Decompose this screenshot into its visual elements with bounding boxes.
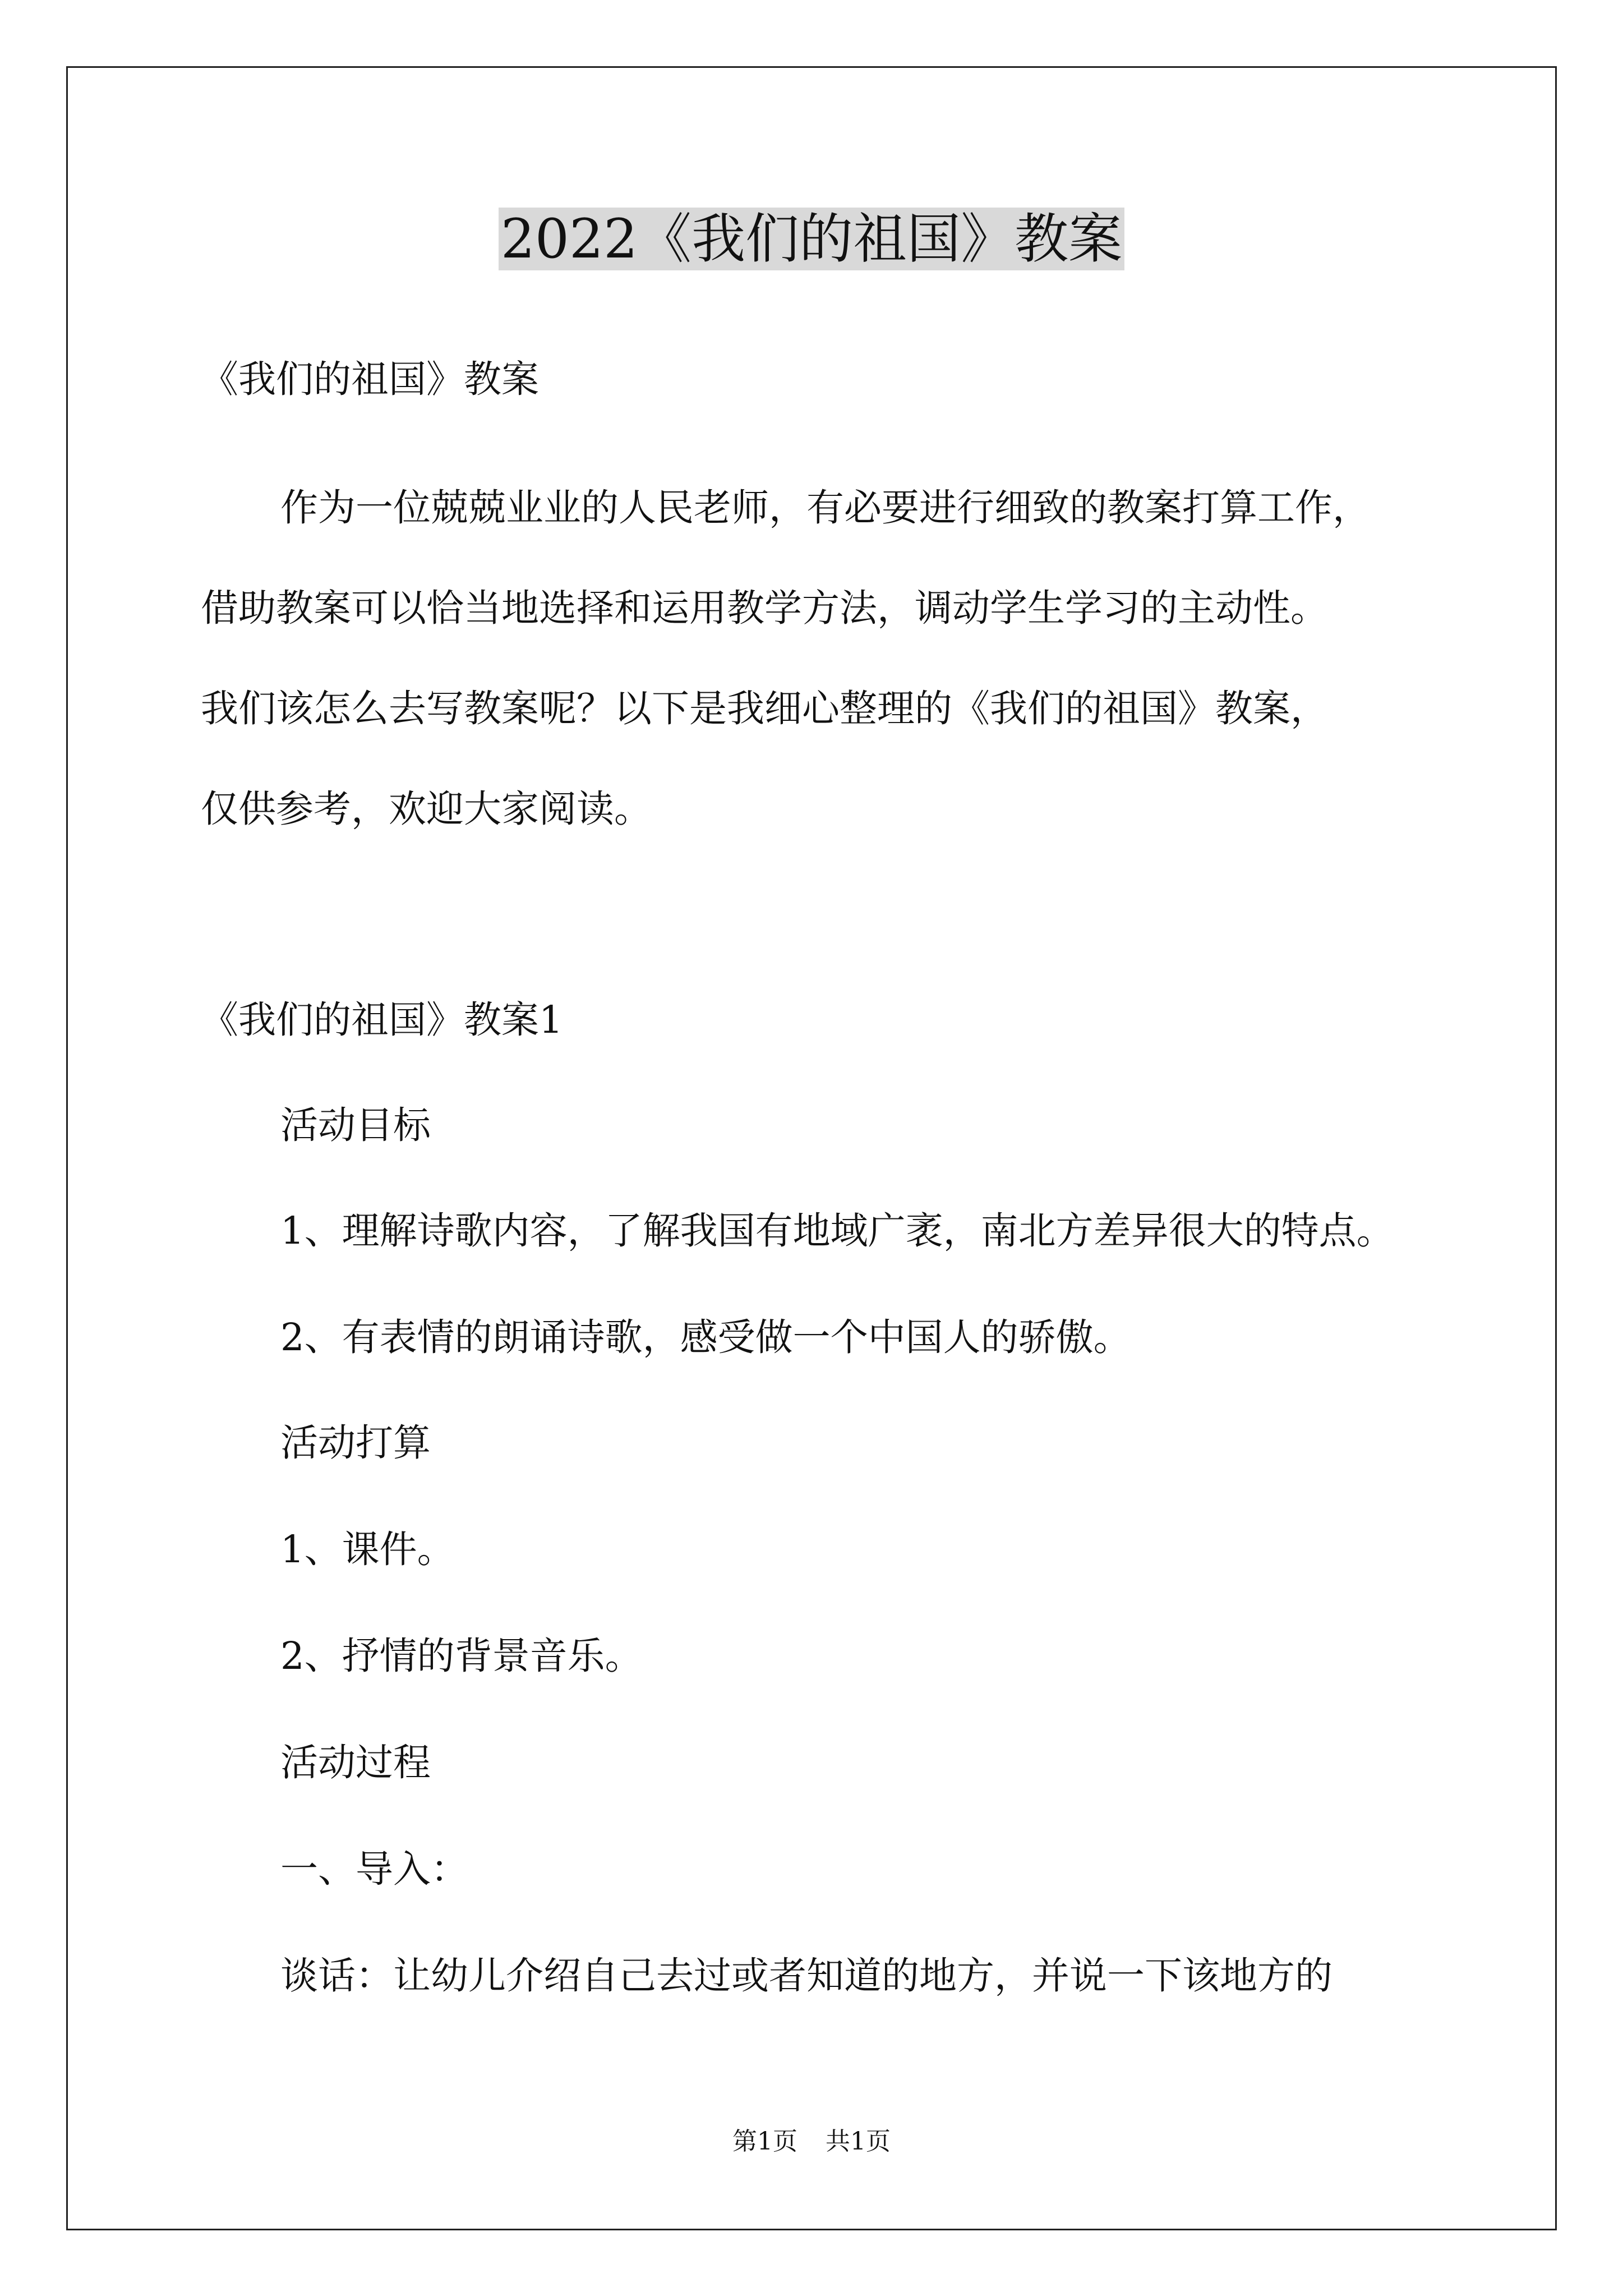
body-line: 谈话：让幼儿介绍自己去过或者知道的地方，并说一下该地方的 — [280, 1954, 1332, 1998]
body-line: 活动过程 — [280, 1741, 431, 1784]
body-line: 活动打算 — [280, 1421, 431, 1465]
section-heading: 《我们的祖国》教案1 — [201, 998, 563, 1042]
intro-line: 作为一位兢兢业业的人民老师，有必要进行细致的教案打算工作， — [280, 486, 1370, 530]
body-line: 1、课件。 — [280, 1527, 455, 1571]
page-total: 共1页 — [826, 2127, 891, 2156]
intro-line: 我们该怎么去写教案呢？以下是我细心整理的《我们的祖国》教案， — [201, 687, 1328, 730]
page-footer — [0, 2125, 1623, 2159]
intro-line: 仅供参考，欢迎大家阅读。 — [201, 787, 652, 831]
body-line: 活动目标 — [280, 1103, 431, 1147]
body-line: 2、有表情的朗诵诗歌，感受做一个中国人的骄傲。 — [280, 1315, 1131, 1359]
page-number: 第1页 — [732, 2127, 797, 2156]
intro-line: 借助教案可以恰当地选择和运用教学方法，调动学生学习的主动性。 — [201, 586, 1328, 630]
document-title — [0, 201, 1623, 277]
document-title-text: 2022《我们的祖国》教案 — [499, 208, 1124, 270]
body-line: 2、抒情的背景音乐。 — [280, 1634, 643, 1678]
intro-paragraph — [201, 458, 1463, 859]
body-line: 1、理解诗歌内容，了解我国有地域广袤，南北方差异很大的特点。 — [280, 1209, 1394, 1253]
document-subtitle: 《我们的祖国》教案 — [201, 357, 539, 401]
body-line: 一、导入： — [280, 1847, 468, 1891]
